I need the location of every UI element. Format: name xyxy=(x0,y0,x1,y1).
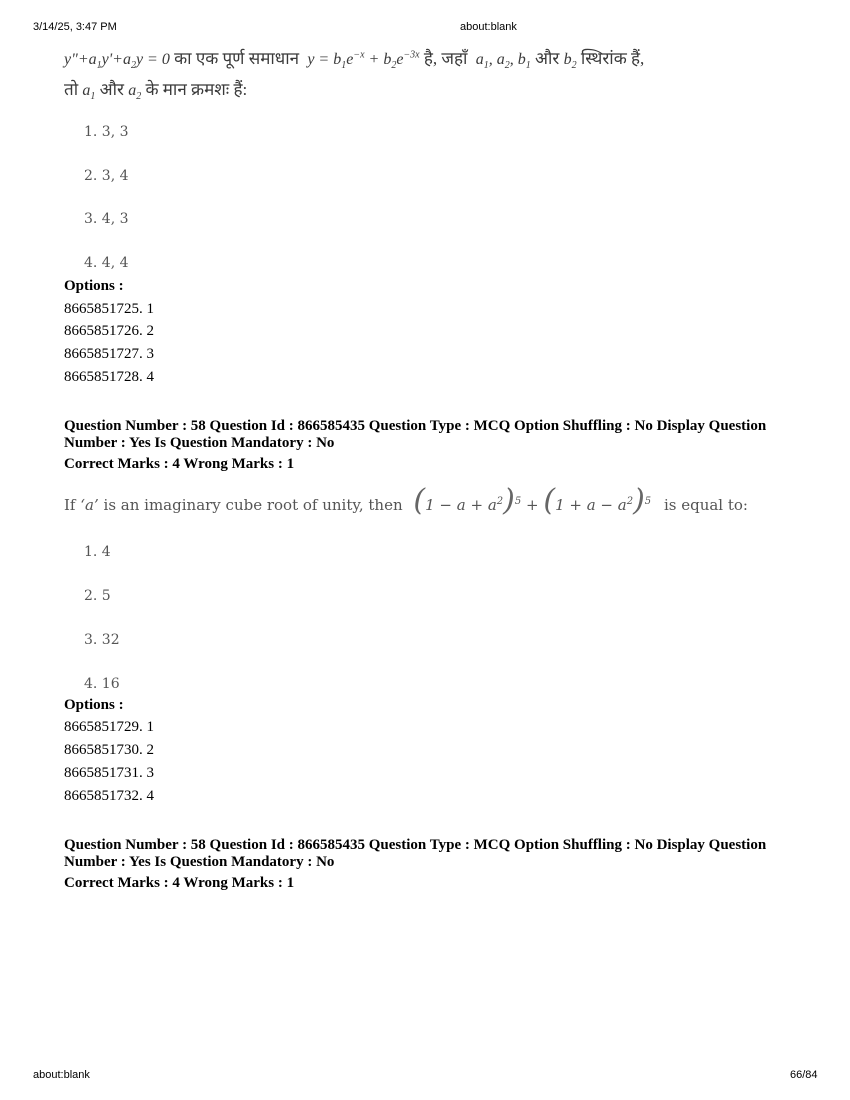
print-header-url: about:blank xyxy=(460,21,517,33)
q59-metadata: Question Number : 58 Question Id : 866585435 Question Type : MCQ Option Shuffling : No Display Question Number : Yes Is Question Mandatory : No xyxy=(64,837,767,870)
q58-stem-a: If xyxy=(64,496,76,514)
q57-text-f: और xyxy=(99,80,124,99)
q57-option-id: 8665851728. 4 xyxy=(64,369,154,385)
q58-option-id: 8665851729. 1 xyxy=(64,719,154,735)
q59-marks: Correct Marks : 4 Wrong Marks : 1 xyxy=(64,875,295,891)
q57-option-id: 8665851725. 1 xyxy=(64,301,154,317)
q57-text-a: का एक पूर्ण समाधान xyxy=(174,49,300,68)
q58-question-stem: If ‘a’ is an imaginary cube root of unity, then $(1 - a + a^2)^5 + (1 + a - a^2)^5$ is equal to: xyxy=(64,483,748,518)
q57-options-label: Options : xyxy=(64,278,124,294)
q57-question-line-1: $y"+a_1y'+a_2y = 0$ का एक पूर्ण समाधान $y = b_1e^{-x} + b_2e^{-3x}$ है, जहाँ $a_1$, $a_2$, $b_1$ और $b_2$ स्थिरांक हैं, xyxy=(64,49,645,72)
q58-option-id: 8665851731. 3 xyxy=(64,765,154,781)
q57-image-option: 2. 3, 4 xyxy=(84,168,129,184)
q57-option-id: 8665851727. 3 xyxy=(64,346,154,362)
q58-image-option: 4. 16 xyxy=(84,676,120,692)
q57-image-option: 4. 4, 4 xyxy=(84,255,129,271)
print-header-datetime: 3/14/25, 3:47 PM xyxy=(33,21,117,33)
print-footer-page-number: 66/84 xyxy=(790,1069,818,1081)
q57-image-option: 3. 4, 3 xyxy=(84,211,129,227)
q57-question-line-2: तो $a_1$ और $a_2$ के मान क्रमशः हैं: xyxy=(64,80,248,103)
q58-stem-c: is equal to: xyxy=(663,496,748,514)
q57-text-d: स्थिरांक हैं, xyxy=(580,49,645,68)
q58-image-option: 1. 4 xyxy=(84,544,111,560)
q57-text-e: तो xyxy=(64,80,79,99)
q58-option-id: 8665851730. 2 xyxy=(64,742,154,758)
q58-options-label: Options : xyxy=(64,697,124,713)
q58-marks: Correct Marks : 4 Wrong Marks : 1 xyxy=(64,456,295,472)
q57-text-g: के मान क्रमशः हैं: xyxy=(145,80,248,99)
q57-option-id: 8665851726. 2 xyxy=(64,323,154,339)
q58-image-option: 3. 32 xyxy=(84,632,120,648)
q58-option-id: 8665851732. 4 xyxy=(64,788,154,804)
q58-image-option: 2. 5 xyxy=(84,588,111,604)
q57-image-option: 1. 3, 3 xyxy=(84,124,129,140)
print-footer-url: about:blank xyxy=(33,1069,90,1081)
q57-text-c: और xyxy=(534,49,560,68)
q57-text-b: है, जहाँ xyxy=(423,49,468,68)
q58-metadata: Question Number : 58 Question Id : 866585435 Question Type : MCQ Option Shuffling : No Display Question Number : Yes Is Question Mandatory : No xyxy=(64,418,767,451)
q58-stem-b: is an imaginary cube root of unity, then xyxy=(103,496,403,514)
